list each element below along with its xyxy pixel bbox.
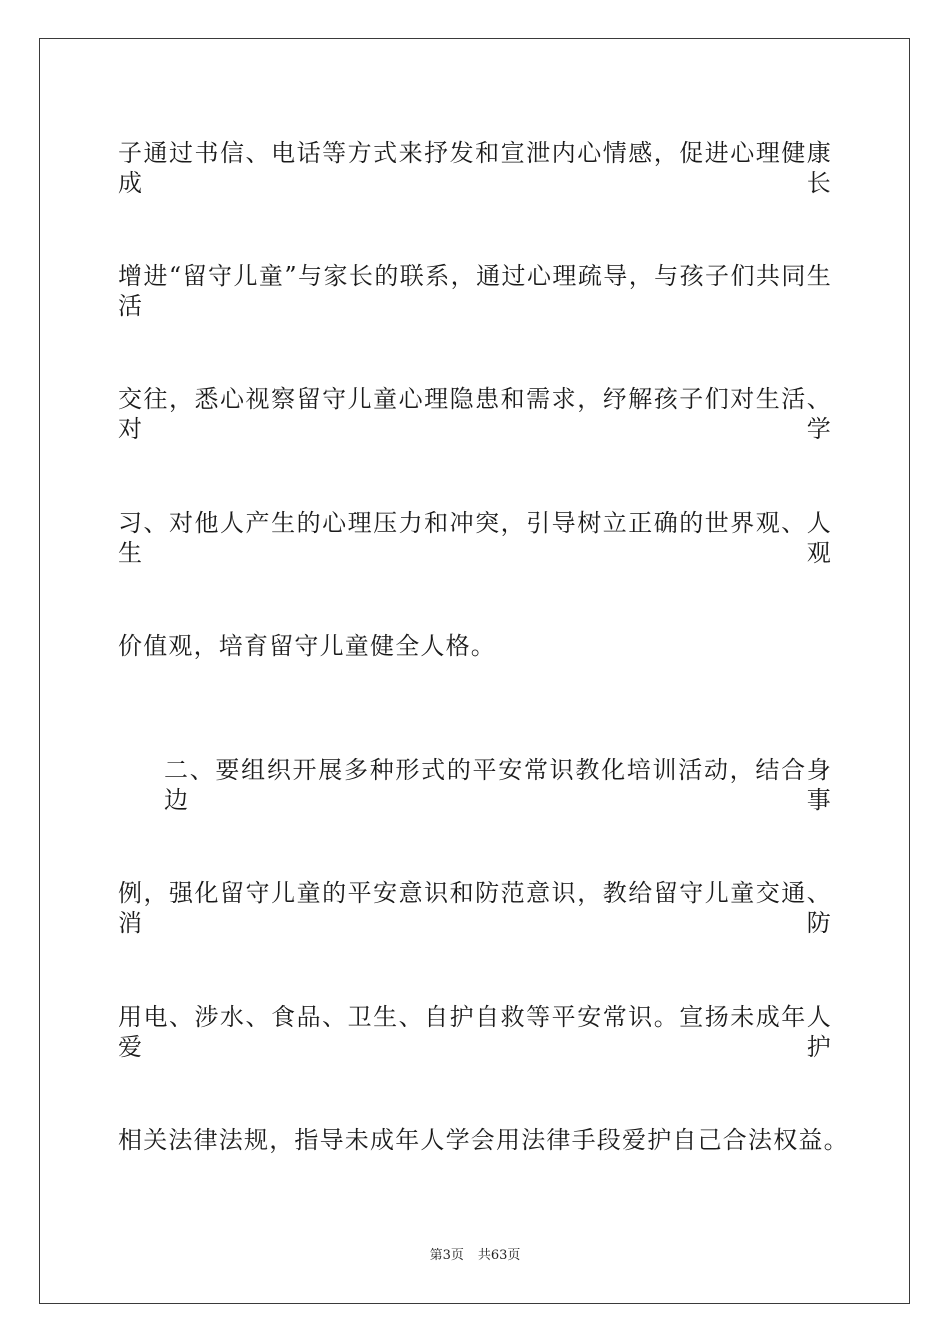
paragraph-line: 子通过书信、电话等方式来抒发和宣泄内心情感，促进心理健康成长 [118,139,832,197]
page-number: 第3页 [429,1248,464,1263]
page-footer [0,1247,950,1265]
paragraph-line: 二、要组织开展多种形式的平安常识教化培训活动，结合身边事 [164,756,832,814]
paragraph-line: 用电、涉水、食品、卫生、自护自救等平安常识。宣扬未成年人爱护 [118,1003,832,1061]
paragraph-line: 价值观，培育留守儿童健全人格。 [118,632,496,660]
paragraph-line: 例，强化留守儿童的平安意识和防范意识，教给留守儿童交通、消防 [118,879,832,937]
total-pages: 共63页 [477,1248,521,1263]
paragraph-line: 相关法律法规，指导未成年人学会用法律手段爱护自己合法权益。 [118,1126,849,1154]
paragraph-line: 交往，悉心视察留守儿童心理隐患和需求，纾解孩子们对生活、对学 [118,385,832,443]
paragraph-line: 增进“留守儿童”与家长的联系，通过心理疏导，与孩子们共同生活 [118,262,832,320]
paragraph-line: 习、对他人产生的心理压力和冲突，引导树立正确的世界观、人生观 [118,509,832,567]
page-frame [39,38,910,1304]
